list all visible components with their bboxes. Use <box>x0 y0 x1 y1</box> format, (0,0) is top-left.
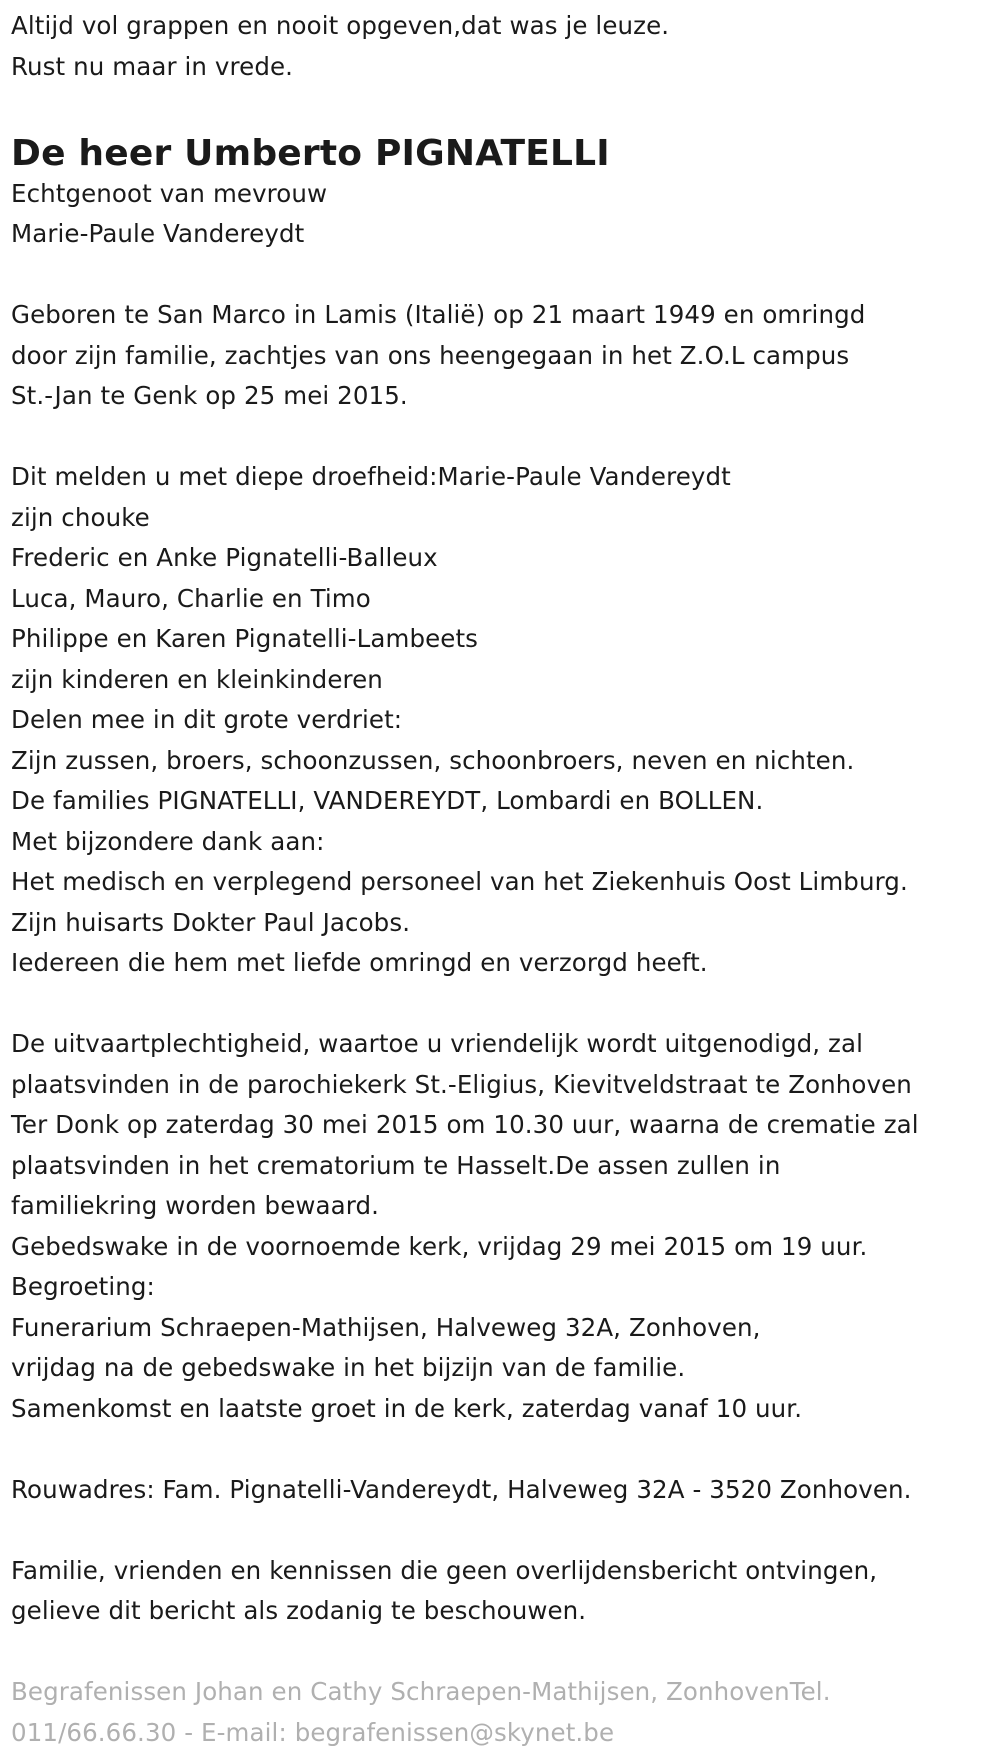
family-line: zijn chouke <box>11 498 1000 539</box>
ceremony-line: Ter Donk op zaterdag 30 mei 2015 om 10.30 uur, waarna de crematie zal <box>11 1105 1000 1146</box>
spouse-line: Echtgenoot van mevrouw <box>11 174 1000 215</box>
motto-section <box>11 6 1000 87</box>
family-line: Het medisch en verplegend personeel van het Ziekenhuis Oost Limburg. <box>11 862 1000 903</box>
ceremony-line: vrijdag na de gebedswake in het bijzijn van de familie. <box>11 1348 1000 1389</box>
motto-line: Rust nu maar in vrede. <box>11 47 1000 88</box>
ceremony-line: Funerarium Schraepen-Mathijsen, Halveweg 32A, Zonhoven, <box>11 1308 1000 1349</box>
spacer <box>11 1632 1000 1673</box>
birth-death-line: Geboren te San Marco in Lamis (Italië) op 21 maart 1949 en omringd <box>11 295 1000 336</box>
family-line: Frederic en Anke Pignatelli-Balleux <box>11 538 1000 579</box>
spacer <box>11 255 1000 296</box>
notice-line: gelieve dit bericht als zodanig te beschouwen. <box>11 1591 1000 1632</box>
funeral-home-footer <box>11 1672 1000 1753</box>
family-line: Dit melden u met diepe droefheid:Marie-Paule Vandereydt <box>11 457 1000 498</box>
ceremony-line: plaatsvinden in het crematorium te Hasselt.De assen zullen in <box>11 1146 1000 1187</box>
family-line: Met bijzondere dank aan: <box>11 822 1000 863</box>
family-section <box>11 457 1000 984</box>
ceremony-line: De uitvaartplechtigheid, waartoe u vriendelijk wordt uitgenodigd, zal <box>11 1024 1000 1065</box>
footer-contact: 011/66.66.30 - E-mail: begrafenissen@skynet.be <box>11 1713 1000 1753</box>
spacer <box>11 1510 1000 1551</box>
birth-death-line: door zijn familie, zachtjes van ons heengegaan in het Z.O.L campus <box>11 336 1000 377</box>
family-line: Delen mee in dit grote verdriet: <box>11 700 1000 741</box>
birth-death-section <box>11 295 1000 417</box>
notice-section <box>11 1551 1000 1632</box>
spacer <box>11 417 1000 458</box>
family-line: Luca, Mauro, Charlie en Timo <box>11 579 1000 620</box>
ceremony-line: Samenkomst en laatste groet in de kerk, zaterdag vanaf 10 uur. <box>11 1389 1000 1430</box>
footer-line: Begrafenissen Johan en Cathy Schraepen-Mathijsen, ZonhovenTel. <box>11 1672 1000 1713</box>
spouse-section <box>11 174 1000 255</box>
family-line: Zijn zussen, broers, schoonzussen, schoonbroers, neven en nichten. <box>11 741 1000 782</box>
ceremony-line: familiekring worden bewaard. <box>11 1186 1000 1227</box>
family-line: Philippe en Karen Pignatelli-Lambeets <box>11 619 1000 660</box>
family-line: Zijn huisarts Dokter Paul Jacobs. <box>11 903 1000 944</box>
family-line: De families PIGNATELLI, VANDEREYDT, Lombardi en BOLLEN. <box>11 781 1000 822</box>
family-line: zijn kinderen en kleinkinderen <box>11 660 1000 701</box>
spacer <box>11 87 1000 128</box>
ceremony-line: plaatsvinden in de parochiekerk St.-Eligius, Kievitveldstraat te Zonhoven <box>11 1065 1000 1106</box>
ceremony-line: Begroeting: <box>11 1267 1000 1308</box>
spacer <box>11 1429 1000 1470</box>
notice-line: Familie, vrienden en kennissen die geen overlijdensbericht ontvingen, <box>11 1551 1000 1592</box>
ceremony-line: Gebedswake in de voornoemde kerk, vrijdag 29 mei 2015 om 19 uur. <box>11 1227 1000 1268</box>
birth-death-line: St.-Jan te Genk op 25 mei 2015. <box>11 376 1000 417</box>
motto-line: Altijd vol grappen en nooit opgeven,dat was je leuze. <box>11 6 1000 47</box>
address-section <box>11 1470 1000 1511</box>
spacer <box>11 984 1000 1025</box>
mourning-address: Rouwadres: Fam. Pignatelli-Vandereydt, Halveweg 32A - 3520 Zonhoven. <box>11 1470 1000 1511</box>
family-line: Iedereen die hem met liefde omringd en verzorgd heeft. <box>11 943 1000 984</box>
deceased-name: De heer Umberto PIGNATELLI <box>11 128 1000 174</box>
spouse-line: Marie-Paule Vandereydt <box>11 214 1000 255</box>
ceremony-section <box>11 1024 1000 1429</box>
